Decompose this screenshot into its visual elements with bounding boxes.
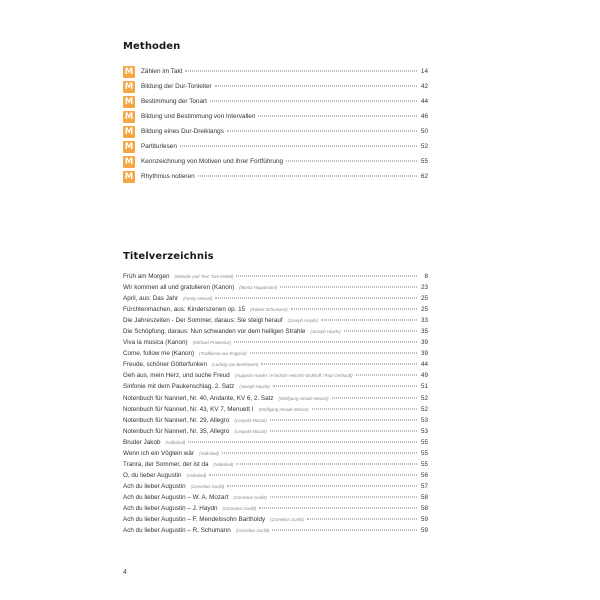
dot-leader bbox=[185, 71, 417, 72]
title-entry bbox=[123, 350, 428, 361]
song-title: Sinfonie mit dem Paukenschlag, 2. Satz bbox=[123, 383, 235, 391]
song-credit: (Volkslied) bbox=[165, 439, 186, 445]
method-title: Kennzeichnung von Motiven und ihrer Fortführung bbox=[141, 158, 284, 165]
dot-leader bbox=[270, 419, 417, 420]
song-title: Wir kommen all und gratulieren (Kanon) bbox=[123, 284, 235, 292]
song-title: Die Jahreszeiten - Der Sommer, daraus: Sie steigt herauf bbox=[123, 317, 283, 325]
dot-leader bbox=[227, 131, 417, 132]
song-title: Notenbuch für Nannerl, Nr. 43, KV 7, Menuett I bbox=[123, 405, 254, 413]
song-credit: (Cornelius Gurlitt) bbox=[233, 494, 268, 500]
dot-leader bbox=[198, 176, 417, 177]
song-title: Früh am Morgen bbox=[123, 273, 170, 280]
song-title: Geh aus, mein Herz, und suche Freud bbox=[123, 372, 230, 380]
method-title: Rhythmus notieren bbox=[141, 173, 195, 180]
method-line bbox=[141, 113, 428, 120]
dot-leader bbox=[215, 298, 417, 299]
method-badge-icon: M bbox=[124, 96, 134, 107]
dot-leader bbox=[236, 463, 417, 464]
song-title: Notenbuch für Nannerl, Nr. 40, Andante, KV 6, 2. Satz bbox=[123, 394, 274, 402]
dot-leader bbox=[272, 530, 417, 531]
song-page: 56 bbox=[420, 471, 428, 479]
titles-list bbox=[123, 273, 428, 538]
method-title: Bestimmung der Tonart bbox=[141, 98, 207, 105]
dot-leader bbox=[286, 161, 417, 162]
song-credit: (Michael Praetorius) bbox=[192, 340, 232, 346]
title-entry bbox=[123, 317, 428, 328]
song-page: 53 bbox=[420, 416, 428, 424]
title-entry bbox=[123, 505, 428, 516]
title-entry bbox=[123, 372, 428, 383]
method-entry bbox=[123, 94, 428, 109]
method-entry bbox=[123, 154, 428, 169]
title-entry bbox=[123, 395, 428, 406]
song-title: Bruder Jakob bbox=[123, 438, 161, 446]
dot-leader bbox=[321, 320, 417, 321]
title-entry bbox=[123, 406, 428, 417]
method-badge-icon: M bbox=[124, 156, 134, 167]
song-title: Viva la musica (Kanon) bbox=[123, 339, 188, 347]
title-entry bbox=[123, 273, 428, 284]
song-credit: (Moritz Hauptmann) bbox=[239, 285, 278, 291]
song-title: Wenn ich ein Vöglein wär bbox=[123, 449, 194, 457]
method-badge-icon: M bbox=[124, 126, 134, 137]
song-page: 53 bbox=[420, 427, 428, 435]
song-credit: (Volkslied) bbox=[213, 461, 234, 467]
song-credit: (Fanny Hensel) bbox=[182, 296, 213, 302]
method-title: Bildung eines Dur-Dreiklangs bbox=[141, 128, 224, 135]
method-title: Zählen im Takt bbox=[141, 68, 183, 75]
song-credit: (Joseph Haydn) bbox=[239, 384, 270, 390]
song-page: 51 bbox=[420, 383, 428, 391]
method-entry bbox=[123, 124, 428, 139]
song-page: 55 bbox=[420, 449, 428, 457]
dot-leader bbox=[259, 507, 417, 508]
titles-heading: Titelverzeichnis bbox=[123, 251, 214, 262]
song-page: 49 bbox=[420, 372, 428, 380]
title-entry bbox=[123, 527, 428, 538]
dot-leader bbox=[273, 386, 417, 387]
method-title: Partiturlesen bbox=[141, 143, 177, 150]
title-entry bbox=[123, 428, 428, 439]
title-entry bbox=[123, 516, 428, 527]
song-credit: (Wolfgang Amade Mozart) bbox=[258, 406, 309, 412]
dot-leader bbox=[258, 116, 417, 117]
song-page: 52 bbox=[420, 394, 428, 402]
song-page: 23 bbox=[420, 284, 428, 292]
song-title: Ach du lieber Augustin – J. Haydn bbox=[123, 504, 218, 512]
song-credit: (Melodie und Text: Toni Knittel) bbox=[174, 274, 234, 279]
dot-leader bbox=[222, 452, 417, 453]
song-page: 57 bbox=[420, 482, 428, 490]
song-title: Come, follow me (Kanon) bbox=[123, 350, 195, 358]
song-page: 33 bbox=[420, 317, 428, 325]
song-title: O, du lieber Augustin bbox=[123, 471, 182, 479]
song-credit: (Cornelius Gurlitt) bbox=[235, 528, 270, 534]
method-badge-icon: M bbox=[124, 81, 134, 92]
method-line bbox=[141, 83, 428, 90]
dot-leader bbox=[332, 397, 417, 398]
title-entry bbox=[123, 295, 428, 306]
song-title: Tranra, der Sommer, der ist da bbox=[123, 460, 209, 468]
method-page: 55 bbox=[420, 158, 428, 165]
song-credit: (Leopold Mozart) bbox=[234, 417, 267, 423]
song-credit: (Volkslied) bbox=[198, 450, 219, 456]
title-entry bbox=[123, 361, 428, 372]
method-page: 50 bbox=[420, 128, 428, 135]
title-entry bbox=[123, 450, 428, 461]
song-credit: (Cornelius Gurlitt) bbox=[222, 505, 257, 511]
dot-leader bbox=[270, 430, 417, 431]
method-line bbox=[141, 173, 428, 180]
method-badge-icon: M bbox=[124, 66, 134, 77]
song-credit: (Cornelius Gurlitt) bbox=[190, 483, 225, 489]
song-title: Notenbuch für Nannerl, Nr. 35, Allegro bbox=[123, 427, 230, 435]
title-entry bbox=[123, 339, 428, 350]
title-entry bbox=[123, 461, 428, 472]
dot-leader bbox=[188, 441, 417, 442]
title-entry bbox=[123, 284, 428, 295]
song-page: 59 bbox=[420, 516, 428, 524]
dot-leader bbox=[356, 375, 417, 376]
method-badge-icon: M bbox=[124, 171, 134, 182]
title-entry bbox=[123, 383, 428, 394]
dot-leader bbox=[312, 408, 417, 409]
song-credit: (Robert Schumann) bbox=[250, 307, 288, 313]
methods-heading: Methoden bbox=[123, 41, 181, 52]
method-page: 46 bbox=[420, 113, 428, 120]
method-entry bbox=[123, 139, 428, 154]
dot-leader bbox=[236, 276, 417, 277]
song-page: 59 bbox=[420, 527, 428, 535]
song-credit: (Leopold Mozart) bbox=[234, 428, 267, 434]
dot-leader bbox=[261, 364, 417, 365]
song-title: Ach du lieber Augustin – R. Schumann bbox=[123, 527, 231, 535]
method-page: 42 bbox=[420, 83, 428, 90]
song-page: 58 bbox=[420, 504, 428, 512]
method-line bbox=[141, 68, 428, 75]
song-page: 39 bbox=[420, 339, 428, 347]
song-credit: (Augustin Harder / Friedrich Heinrich Eickhoff / Paul Gerhardt) bbox=[234, 373, 353, 379]
dot-leader bbox=[227, 485, 417, 486]
song-page: 58 bbox=[420, 493, 428, 501]
method-line bbox=[141, 98, 428, 105]
title-entry bbox=[123, 439, 428, 450]
methods-list bbox=[123, 64, 428, 184]
song-title: April, aus: Das Jahr bbox=[123, 295, 178, 303]
method-page: 52 bbox=[420, 143, 428, 150]
song-title: Freude, schöner Götterfunken bbox=[123, 361, 208, 369]
page-number: 4 bbox=[123, 569, 127, 576]
method-entry bbox=[123, 109, 428, 124]
song-title: Die Schöpfung, daraus: Nun schwanden vor dem heiligen Strahle bbox=[123, 328, 306, 336]
song-page: 25 bbox=[420, 306, 428, 314]
song-credit: (Wolfgang Amade Mozart) bbox=[278, 395, 329, 401]
dot-leader bbox=[215, 86, 417, 87]
method-badge-icon: M bbox=[124, 111, 134, 122]
song-page: 39 bbox=[420, 350, 428, 358]
dot-leader bbox=[210, 101, 417, 102]
method-badge-icon: M bbox=[124, 141, 134, 152]
method-page: 62 bbox=[420, 173, 428, 180]
method-title: Bildung und Bestimmung von Intervallen bbox=[141, 113, 256, 120]
song-title: Notenbuch für Nannerl, Nr. 29, Allegro bbox=[123, 416, 230, 424]
dot-leader bbox=[280, 287, 417, 288]
song-credit: (Traditional aus England) bbox=[199, 351, 247, 357]
song-title: Fürchtenmachen, aus: Kinderszenen op. 15 bbox=[123, 306, 246, 314]
song-credit: (Joseph Haydn) bbox=[310, 329, 341, 335]
song-page: 55 bbox=[420, 438, 428, 446]
song-credit: (Ludwig van Beethoven) bbox=[212, 362, 259, 368]
song-page: 25 bbox=[420, 295, 428, 303]
method-page: 44 bbox=[420, 98, 428, 105]
song-title: Ach du lieber Augustin bbox=[123, 482, 186, 490]
dot-leader bbox=[234, 342, 417, 343]
method-line bbox=[141, 128, 428, 135]
song-page: 55 bbox=[420, 460, 428, 468]
method-entry bbox=[123, 79, 428, 94]
song-title: Ach du lieber Augustin – W. A. Mozart bbox=[123, 493, 229, 501]
method-title: Bildung der Dur-Tonleiter bbox=[141, 83, 212, 90]
song-title: Ach du lieber Augustin – F. Mendelssohn Bartholdy bbox=[123, 516, 266, 524]
title-entry bbox=[123, 472, 428, 483]
song-page: 8 bbox=[424, 273, 428, 280]
song-page: 44 bbox=[420, 361, 428, 369]
title-entry bbox=[123, 494, 428, 505]
song-page: 52 bbox=[420, 405, 428, 413]
method-entry bbox=[123, 64, 428, 79]
title-entry bbox=[123, 483, 428, 494]
dot-leader bbox=[307, 519, 417, 520]
dot-leader bbox=[250, 353, 417, 354]
dot-leader bbox=[209, 474, 417, 475]
method-line bbox=[141, 158, 428, 165]
song-page: 35 bbox=[420, 328, 428, 336]
song-credit: (Joseph Haydn) bbox=[287, 318, 318, 324]
method-line bbox=[141, 143, 428, 150]
method-entry bbox=[123, 169, 428, 184]
song-credit: (Cornelius Gurlitt) bbox=[270, 517, 304, 523]
title-entry bbox=[123, 328, 428, 339]
title-entry bbox=[123, 417, 428, 428]
song-credit: (Volkslied) bbox=[186, 472, 207, 478]
dot-leader bbox=[180, 146, 417, 147]
title-entry bbox=[123, 306, 428, 317]
method-page: 14 bbox=[420, 68, 428, 75]
dot-leader bbox=[344, 331, 417, 332]
dot-leader bbox=[291, 309, 417, 310]
dot-leader bbox=[270, 496, 417, 497]
